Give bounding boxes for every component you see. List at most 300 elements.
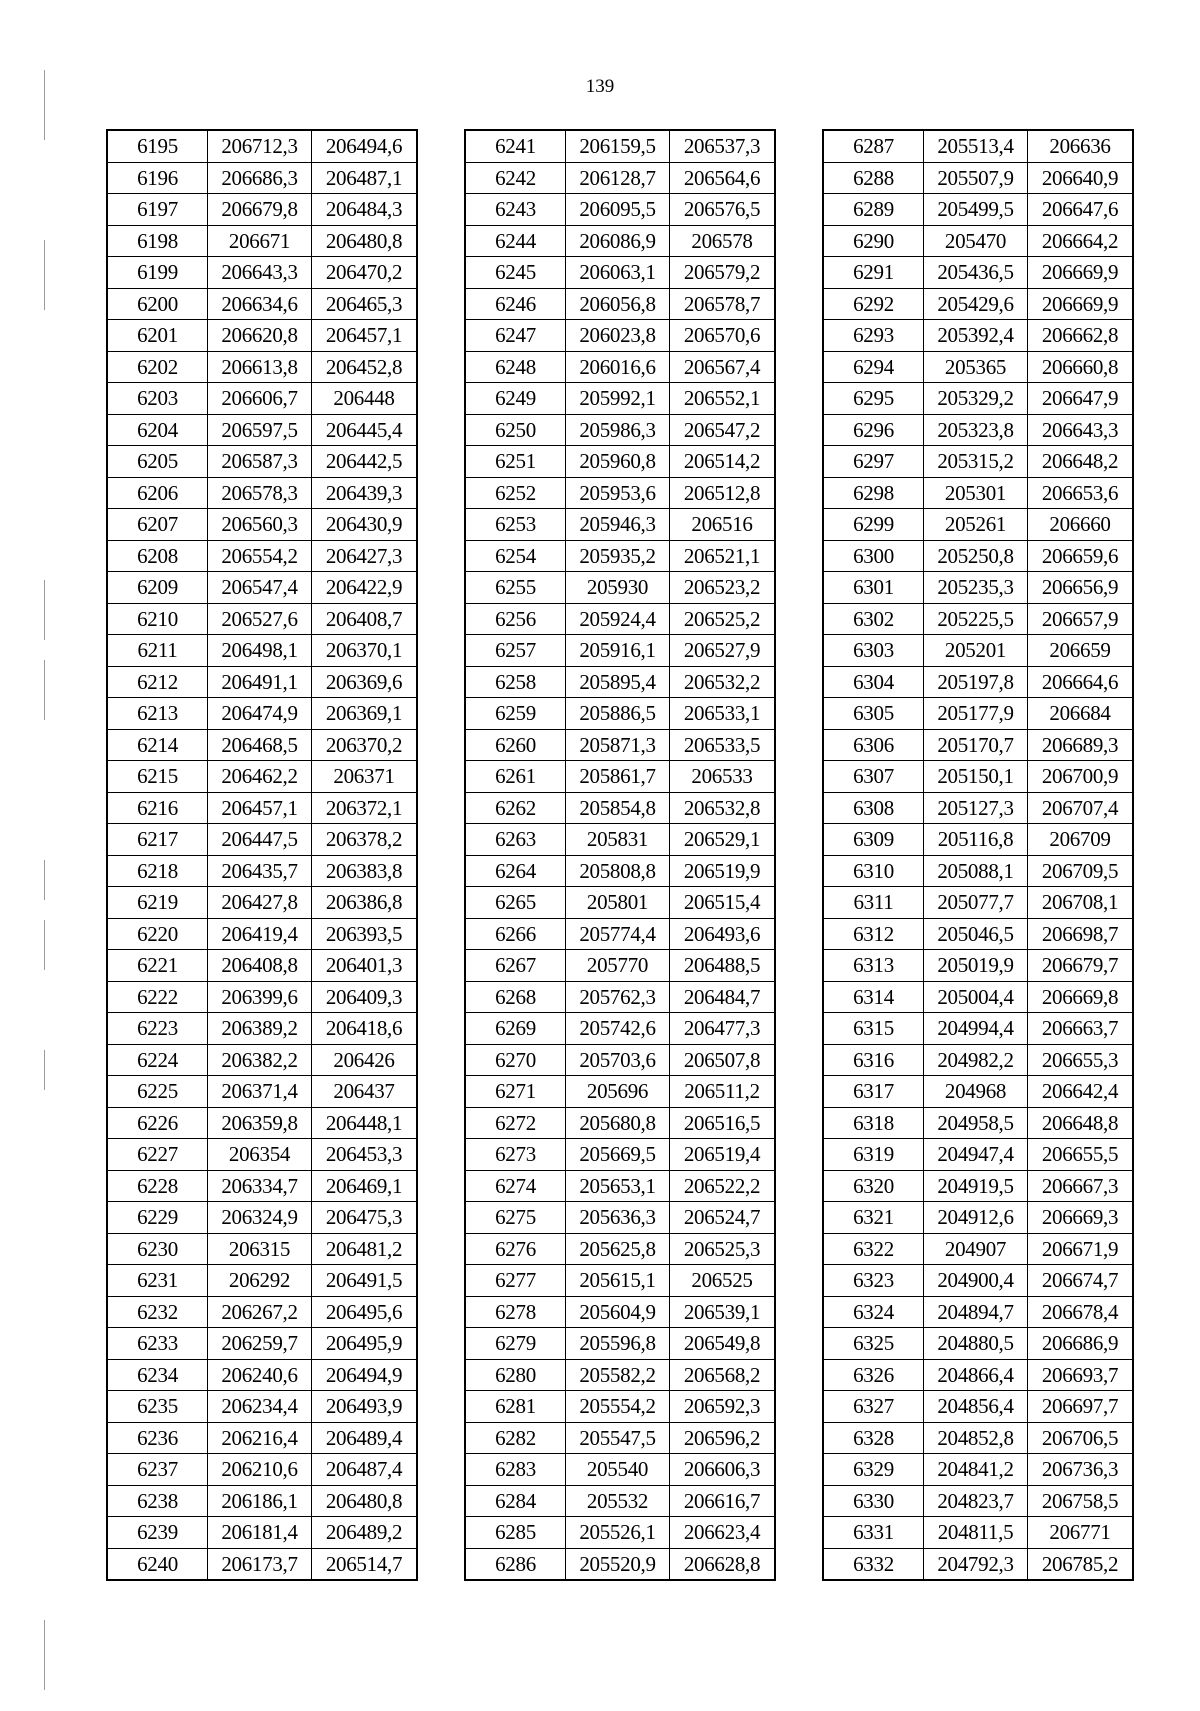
point-number-cell: 6286 bbox=[465, 1548, 566, 1580]
table-row bbox=[823, 1328, 1133, 1360]
x-coordinate-cell: 205554,2 bbox=[566, 1391, 670, 1423]
x-coordinate-cell: 206547,4 bbox=[208, 572, 312, 604]
point-number-cell: 6325 bbox=[823, 1328, 924, 1360]
table-row bbox=[465, 1013, 775, 1045]
point-number-cell: 6214 bbox=[107, 729, 208, 761]
x-coordinate-cell: 205532 bbox=[566, 1485, 670, 1517]
y-coordinate-cell: 206671,9 bbox=[1028, 1233, 1134, 1265]
table-row bbox=[465, 540, 775, 572]
y-coordinate-cell: 206697,7 bbox=[1028, 1391, 1134, 1423]
y-coordinate-cell: 206525,2 bbox=[670, 603, 776, 635]
x-coordinate-cell: 206216,4 bbox=[208, 1422, 312, 1454]
y-coordinate-cell: 206525,3 bbox=[670, 1233, 776, 1265]
table-row bbox=[465, 477, 775, 509]
x-coordinate-cell: 204994,4 bbox=[924, 1013, 1028, 1045]
table-row bbox=[107, 1485, 417, 1517]
x-coordinate-cell: 205886,5 bbox=[566, 698, 670, 730]
x-coordinate-cell: 206095,5 bbox=[566, 194, 670, 226]
table-row bbox=[465, 603, 775, 635]
y-coordinate-cell: 206480,8 bbox=[312, 1485, 418, 1517]
x-coordinate-cell: 205935,2 bbox=[566, 540, 670, 572]
point-number-cell: 6269 bbox=[465, 1013, 566, 1045]
y-coordinate-cell: 206706,5 bbox=[1028, 1422, 1134, 1454]
x-coordinate-cell: 205604,9 bbox=[566, 1296, 670, 1328]
table-row bbox=[823, 1422, 1133, 1454]
point-number-cell: 6205 bbox=[107, 446, 208, 478]
table-row bbox=[823, 950, 1133, 982]
x-coordinate-cell: 205992,1 bbox=[566, 383, 670, 415]
y-coordinate-cell: 206552,1 bbox=[670, 383, 776, 415]
x-coordinate-cell: 205770 bbox=[566, 950, 670, 982]
y-coordinate-cell: 206693,7 bbox=[1028, 1359, 1134, 1391]
point-number-cell: 6328 bbox=[823, 1422, 924, 1454]
table-row bbox=[823, 824, 1133, 856]
point-number-cell: 6310 bbox=[823, 855, 924, 887]
point-number-cell: 6314 bbox=[823, 981, 924, 1013]
point-number-cell: 6224 bbox=[107, 1044, 208, 1076]
x-coordinate-cell: 205854,8 bbox=[566, 792, 670, 824]
y-coordinate-cell: 206659 bbox=[1028, 635, 1134, 667]
table-row bbox=[823, 257, 1133, 289]
point-number-cell: 6264 bbox=[465, 855, 566, 887]
table-row bbox=[107, 666, 417, 698]
y-coordinate-cell: 206707,4 bbox=[1028, 792, 1134, 824]
point-number-cell: 6303 bbox=[823, 635, 924, 667]
y-coordinate-cell: 206487,1 bbox=[312, 162, 418, 194]
y-coordinate-cell: 206426 bbox=[312, 1044, 418, 1076]
table-row bbox=[823, 1202, 1133, 1234]
point-number-cell: 6309 bbox=[823, 824, 924, 856]
point-number-cell: 6271 bbox=[465, 1076, 566, 1108]
table-row bbox=[107, 1170, 417, 1202]
table-row bbox=[107, 383, 417, 415]
table-row bbox=[465, 1422, 775, 1454]
x-coordinate-cell: 206613,8 bbox=[208, 351, 312, 383]
point-number-cell: 6313 bbox=[823, 950, 924, 982]
y-coordinate-cell: 206606,3 bbox=[670, 1454, 776, 1486]
point-number-cell: 6298 bbox=[823, 477, 924, 509]
x-coordinate-cell: 205916,1 bbox=[566, 635, 670, 667]
table-row bbox=[823, 887, 1133, 919]
point-number-cell: 6278 bbox=[465, 1296, 566, 1328]
table-row bbox=[107, 414, 417, 446]
x-coordinate-cell: 205680,8 bbox=[566, 1107, 670, 1139]
table-row bbox=[107, 698, 417, 730]
x-coordinate-cell: 205986,3 bbox=[566, 414, 670, 446]
x-coordinate-cell: 206474,9 bbox=[208, 698, 312, 730]
x-coordinate-cell: 206359,8 bbox=[208, 1107, 312, 1139]
y-coordinate-cell: 206653,6 bbox=[1028, 477, 1134, 509]
point-number-cell: 6241 bbox=[465, 130, 566, 162]
point-number-cell: 6316 bbox=[823, 1044, 924, 1076]
table-row bbox=[465, 698, 775, 730]
x-coordinate-cell: 205225,5 bbox=[924, 603, 1028, 635]
table-row bbox=[823, 1391, 1133, 1423]
y-coordinate-cell: 206523,2 bbox=[670, 572, 776, 604]
y-coordinate-cell: 206469,1 bbox=[312, 1170, 418, 1202]
point-number-cell: 6219 bbox=[107, 887, 208, 919]
point-number-cell: 6287 bbox=[823, 130, 924, 162]
point-number-cell: 6216 bbox=[107, 792, 208, 824]
y-coordinate-cell: 206647,9 bbox=[1028, 383, 1134, 415]
x-coordinate-cell: 206457,1 bbox=[208, 792, 312, 824]
y-coordinate-cell: 206516 bbox=[670, 509, 776, 541]
y-coordinate-cell: 206660,8 bbox=[1028, 351, 1134, 383]
point-number-cell: 6267 bbox=[465, 950, 566, 982]
x-coordinate-cell: 205507,9 bbox=[924, 162, 1028, 194]
x-coordinate-cell: 206267,2 bbox=[208, 1296, 312, 1328]
y-coordinate-cell: 206655,5 bbox=[1028, 1139, 1134, 1171]
y-coordinate-cell: 206549,8 bbox=[670, 1328, 776, 1360]
page-number: 139 bbox=[585, 76, 615, 97]
table-row bbox=[823, 540, 1133, 572]
x-coordinate-cell: 205436,5 bbox=[924, 257, 1028, 289]
point-number-cell: 6266 bbox=[465, 918, 566, 950]
point-number-cell: 6285 bbox=[465, 1517, 566, 1549]
y-coordinate-cell: 206533 bbox=[670, 761, 776, 793]
table-row bbox=[107, 130, 417, 162]
x-coordinate-cell: 205513,4 bbox=[924, 130, 1028, 162]
point-number-cell: 6262 bbox=[465, 792, 566, 824]
x-coordinate-cell: 206371,4 bbox=[208, 1076, 312, 1108]
y-coordinate-cell: 206669,3 bbox=[1028, 1202, 1134, 1234]
y-coordinate-cell: 206369,1 bbox=[312, 698, 418, 730]
y-coordinate-cell: 206596,2 bbox=[670, 1422, 776, 1454]
x-coordinate-cell: 206578,3 bbox=[208, 477, 312, 509]
table-row bbox=[107, 1391, 417, 1423]
point-number-cell: 6234 bbox=[107, 1359, 208, 1391]
table-row bbox=[823, 572, 1133, 604]
y-coordinate-cell: 206507,8 bbox=[670, 1044, 776, 1076]
table-row bbox=[107, 729, 417, 761]
x-coordinate-cell: 205177,9 bbox=[924, 698, 1028, 730]
y-coordinate-cell: 206567,4 bbox=[670, 351, 776, 383]
y-coordinate-cell: 206667,3 bbox=[1028, 1170, 1134, 1202]
point-number-cell: 6317 bbox=[823, 1076, 924, 1108]
point-number-cell: 6297 bbox=[823, 446, 924, 478]
x-coordinate-cell: 206292 bbox=[208, 1265, 312, 1297]
y-coordinate-cell: 206643,3 bbox=[1028, 414, 1134, 446]
x-coordinate-cell: 204811,5 bbox=[924, 1517, 1028, 1549]
point-number-cell: 6199 bbox=[107, 257, 208, 289]
x-coordinate-cell: 206587,3 bbox=[208, 446, 312, 478]
point-number-cell: 6225 bbox=[107, 1076, 208, 1108]
table-row bbox=[465, 383, 775, 415]
x-coordinate-cell: 206597,5 bbox=[208, 414, 312, 446]
x-coordinate-cell: 205831 bbox=[566, 824, 670, 856]
point-number-cell: 6274 bbox=[465, 1170, 566, 1202]
table-row bbox=[107, 603, 417, 635]
point-number-cell: 6209 bbox=[107, 572, 208, 604]
point-number-cell: 6327 bbox=[823, 1391, 924, 1423]
y-coordinate-cell: 206519,9 bbox=[670, 855, 776, 887]
table-row bbox=[107, 477, 417, 509]
scan-mark bbox=[44, 240, 45, 310]
point-number-cell: 6323 bbox=[823, 1265, 924, 1297]
table-row bbox=[823, 225, 1133, 257]
x-coordinate-cell: 206159,5 bbox=[566, 130, 670, 162]
x-coordinate-cell: 205636,3 bbox=[566, 1202, 670, 1234]
point-number-cell: 6207 bbox=[107, 509, 208, 541]
table-row bbox=[465, 1517, 775, 1549]
y-coordinate-cell: 206579,2 bbox=[670, 257, 776, 289]
x-coordinate-cell: 206016,6 bbox=[566, 351, 670, 383]
x-coordinate-cell: 205669,5 bbox=[566, 1139, 670, 1171]
x-coordinate-cell: 205582,2 bbox=[566, 1359, 670, 1391]
point-number-cell: 6307 bbox=[823, 761, 924, 793]
y-coordinate-cell: 206647,6 bbox=[1028, 194, 1134, 226]
y-coordinate-cell: 206539,1 bbox=[670, 1296, 776, 1328]
table-row bbox=[823, 698, 1133, 730]
table-row bbox=[107, 918, 417, 950]
table-row bbox=[465, 1328, 775, 1360]
y-coordinate-cell: 206628,8 bbox=[670, 1548, 776, 1580]
x-coordinate-cell: 205774,4 bbox=[566, 918, 670, 950]
y-coordinate-cell: 206648,8 bbox=[1028, 1107, 1134, 1139]
point-number-cell: 6305 bbox=[823, 698, 924, 730]
x-coordinate-cell: 206427,8 bbox=[208, 887, 312, 919]
x-coordinate-cell: 205301 bbox=[924, 477, 1028, 509]
y-coordinate-cell: 206678,4 bbox=[1028, 1296, 1134, 1328]
point-number-cell: 6229 bbox=[107, 1202, 208, 1234]
point-number-cell: 6215 bbox=[107, 761, 208, 793]
table-row bbox=[107, 540, 417, 572]
table-row bbox=[465, 792, 775, 824]
x-coordinate-cell: 206315 bbox=[208, 1233, 312, 1265]
table-row bbox=[465, 1391, 775, 1423]
y-coordinate-cell: 206401,3 bbox=[312, 950, 418, 982]
x-coordinate-cell: 206527,6 bbox=[208, 603, 312, 635]
table-row bbox=[465, 918, 775, 950]
y-coordinate-cell: 206616,7 bbox=[670, 1485, 776, 1517]
point-number-cell: 6295 bbox=[823, 383, 924, 415]
y-coordinate-cell: 206664,6 bbox=[1028, 666, 1134, 698]
table-row bbox=[107, 1076, 417, 1108]
table-row bbox=[107, 950, 417, 982]
y-coordinate-cell: 206660 bbox=[1028, 509, 1134, 541]
table-row bbox=[465, 950, 775, 982]
y-coordinate-cell: 206372,1 bbox=[312, 792, 418, 824]
table-row bbox=[107, 824, 417, 856]
y-coordinate-cell: 206640,9 bbox=[1028, 162, 1134, 194]
x-coordinate-cell: 206554,2 bbox=[208, 540, 312, 572]
table-row bbox=[823, 1044, 1133, 1076]
point-number-cell: 6250 bbox=[465, 414, 566, 446]
point-number-cell: 6235 bbox=[107, 1391, 208, 1423]
table-row bbox=[465, 1265, 775, 1297]
y-coordinate-cell: 206527,9 bbox=[670, 635, 776, 667]
y-coordinate-cell: 206487,4 bbox=[312, 1454, 418, 1486]
table-row bbox=[823, 666, 1133, 698]
point-number-cell: 6195 bbox=[107, 130, 208, 162]
point-number-cell: 6238 bbox=[107, 1485, 208, 1517]
x-coordinate-cell: 205392,4 bbox=[924, 320, 1028, 352]
coordinates-table-1 bbox=[106, 129, 418, 1581]
table-row bbox=[465, 1107, 775, 1139]
x-coordinate-cell: 204968 bbox=[924, 1076, 1028, 1108]
x-coordinate-cell: 206447,5 bbox=[208, 824, 312, 856]
point-number-cell: 6243 bbox=[465, 194, 566, 226]
point-number-cell: 6275 bbox=[465, 1202, 566, 1234]
point-number-cell: 6312 bbox=[823, 918, 924, 950]
point-number-cell: 6326 bbox=[823, 1359, 924, 1391]
x-coordinate-cell: 205596,8 bbox=[566, 1328, 670, 1360]
y-coordinate-cell: 206568,2 bbox=[670, 1359, 776, 1391]
table-row bbox=[107, 320, 417, 352]
y-coordinate-cell: 206521,1 bbox=[670, 540, 776, 572]
point-number-cell: 6248 bbox=[465, 351, 566, 383]
point-number-cell: 6239 bbox=[107, 1517, 208, 1549]
y-coordinate-cell: 206656,9 bbox=[1028, 572, 1134, 604]
table-row bbox=[823, 194, 1133, 226]
x-coordinate-cell: 205323,8 bbox=[924, 414, 1028, 446]
table-row bbox=[465, 257, 775, 289]
table-row bbox=[465, 887, 775, 919]
table-row bbox=[823, 603, 1133, 635]
table-row bbox=[465, 1170, 775, 1202]
y-coordinate-cell: 206445,4 bbox=[312, 414, 418, 446]
y-coordinate-cell: 206525 bbox=[670, 1265, 776, 1297]
scan-mark bbox=[44, 860, 45, 900]
x-coordinate-cell: 205019,9 bbox=[924, 950, 1028, 982]
point-number-cell: 6246 bbox=[465, 288, 566, 320]
y-coordinate-cell: 206489,4 bbox=[312, 1422, 418, 1454]
point-number-cell: 6254 bbox=[465, 540, 566, 572]
point-number-cell: 6236 bbox=[107, 1422, 208, 1454]
y-coordinate-cell: 206709 bbox=[1028, 824, 1134, 856]
table-row bbox=[107, 351, 417, 383]
x-coordinate-cell: 205547,5 bbox=[566, 1422, 670, 1454]
y-coordinate-cell: 206532,8 bbox=[670, 792, 776, 824]
point-number-cell: 6252 bbox=[465, 477, 566, 509]
y-coordinate-cell: 206512,8 bbox=[670, 477, 776, 509]
y-coordinate-cell: 206686,9 bbox=[1028, 1328, 1134, 1360]
table-row bbox=[465, 1044, 775, 1076]
table-row bbox=[465, 351, 775, 383]
table-row bbox=[823, 1454, 1133, 1486]
x-coordinate-cell: 205953,6 bbox=[566, 477, 670, 509]
table-row bbox=[823, 635, 1133, 667]
y-coordinate-cell: 206448 bbox=[312, 383, 418, 415]
y-coordinate-cell: 206698,7 bbox=[1028, 918, 1134, 950]
table-row bbox=[107, 1139, 417, 1171]
table-row bbox=[823, 855, 1133, 887]
point-number-cell: 6288 bbox=[823, 162, 924, 194]
table-row bbox=[823, 792, 1133, 824]
point-number-cell: 6272 bbox=[465, 1107, 566, 1139]
y-coordinate-cell: 206439,3 bbox=[312, 477, 418, 509]
point-number-cell: 6230 bbox=[107, 1233, 208, 1265]
point-number-cell: 6263 bbox=[465, 824, 566, 856]
x-coordinate-cell: 205197,8 bbox=[924, 666, 1028, 698]
y-coordinate-cell: 206448,1 bbox=[312, 1107, 418, 1139]
x-coordinate-cell: 205801 bbox=[566, 887, 670, 919]
x-coordinate-cell: 206334,7 bbox=[208, 1170, 312, 1202]
x-coordinate-cell: 206128,7 bbox=[566, 162, 670, 194]
scan-mark bbox=[44, 1050, 45, 1090]
y-coordinate-cell: 206664,2 bbox=[1028, 225, 1134, 257]
point-number-cell: 6223 bbox=[107, 1013, 208, 1045]
y-coordinate-cell: 206655,3 bbox=[1028, 1044, 1134, 1076]
point-number-cell: 6302 bbox=[823, 603, 924, 635]
y-coordinate-cell: 206642,4 bbox=[1028, 1076, 1134, 1108]
x-coordinate-cell: 205077,7 bbox=[924, 887, 1028, 919]
x-coordinate-cell: 205625,8 bbox=[566, 1233, 670, 1265]
x-coordinate-cell: 204894,7 bbox=[924, 1296, 1028, 1328]
y-coordinate-cell: 206669,9 bbox=[1028, 288, 1134, 320]
table-row bbox=[823, 351, 1133, 383]
y-coordinate-cell: 206481,2 bbox=[312, 1233, 418, 1265]
y-coordinate-cell: 206430,9 bbox=[312, 509, 418, 541]
table-row bbox=[823, 1076, 1133, 1108]
point-number-cell: 6213 bbox=[107, 698, 208, 730]
x-coordinate-cell: 204900,4 bbox=[924, 1265, 1028, 1297]
point-number-cell: 6242 bbox=[465, 162, 566, 194]
y-coordinate-cell: 206370,2 bbox=[312, 729, 418, 761]
x-coordinate-cell: 206324,9 bbox=[208, 1202, 312, 1234]
point-number-cell: 6283 bbox=[465, 1454, 566, 1486]
point-number-cell: 6237 bbox=[107, 1454, 208, 1486]
y-coordinate-cell: 206495,6 bbox=[312, 1296, 418, 1328]
y-coordinate-cell: 206636 bbox=[1028, 130, 1134, 162]
y-coordinate-cell: 206564,6 bbox=[670, 162, 776, 194]
table-row bbox=[823, 1517, 1133, 1549]
point-number-cell: 6332 bbox=[823, 1548, 924, 1580]
y-coordinate-cell: 206623,4 bbox=[670, 1517, 776, 1549]
scan-mark bbox=[44, 70, 45, 140]
point-number-cell: 6211 bbox=[107, 635, 208, 667]
table-row bbox=[465, 509, 775, 541]
x-coordinate-cell: 206679,8 bbox=[208, 194, 312, 226]
table-row bbox=[465, 572, 775, 604]
x-coordinate-cell: 204958,5 bbox=[924, 1107, 1028, 1139]
point-number-cell: 6233 bbox=[107, 1328, 208, 1360]
table-row bbox=[107, 855, 417, 887]
x-coordinate-cell: 205930 bbox=[566, 572, 670, 604]
table-row bbox=[107, 162, 417, 194]
table-row bbox=[107, 1044, 417, 1076]
table-row bbox=[107, 761, 417, 793]
point-number-cell: 6311 bbox=[823, 887, 924, 919]
y-coordinate-cell: 206532,2 bbox=[670, 666, 776, 698]
x-coordinate-cell: 204919,5 bbox=[924, 1170, 1028, 1202]
table-row bbox=[465, 1202, 775, 1234]
x-coordinate-cell: 206712,3 bbox=[208, 130, 312, 162]
y-coordinate-cell: 206657,9 bbox=[1028, 603, 1134, 635]
table-row bbox=[107, 1422, 417, 1454]
table-row bbox=[465, 1139, 775, 1171]
point-number-cell: 6294 bbox=[823, 351, 924, 383]
table-row bbox=[107, 635, 417, 667]
point-number-cell: 6299 bbox=[823, 509, 924, 541]
table-row bbox=[107, 1548, 417, 1580]
scan-mark bbox=[44, 1620, 45, 1690]
x-coordinate-cell: 204912,6 bbox=[924, 1202, 1028, 1234]
y-coordinate-cell: 206480,8 bbox=[312, 225, 418, 257]
point-number-cell: 6217 bbox=[107, 824, 208, 856]
y-coordinate-cell: 206648,2 bbox=[1028, 446, 1134, 478]
point-number-cell: 6206 bbox=[107, 477, 208, 509]
point-number-cell: 6282 bbox=[465, 1422, 566, 1454]
x-coordinate-cell: 206498,1 bbox=[208, 635, 312, 667]
point-number-cell: 6259 bbox=[465, 698, 566, 730]
table-row bbox=[465, 666, 775, 698]
point-number-cell: 6315 bbox=[823, 1013, 924, 1045]
point-number-cell: 6258 bbox=[465, 666, 566, 698]
point-number-cell: 6245 bbox=[465, 257, 566, 289]
y-coordinate-cell: 206514,7 bbox=[312, 1548, 418, 1580]
x-coordinate-cell: 206643,3 bbox=[208, 257, 312, 289]
